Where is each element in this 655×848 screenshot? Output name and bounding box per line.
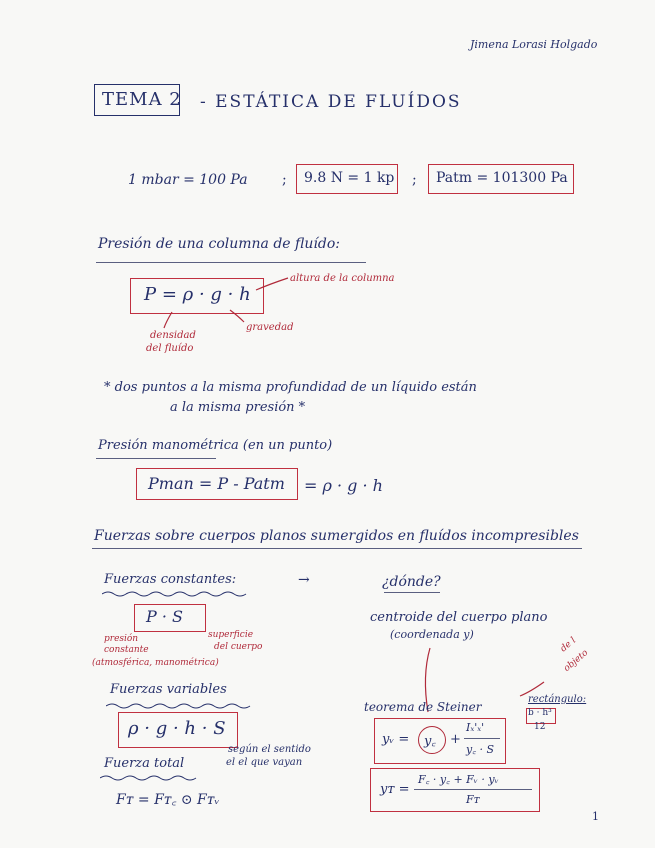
note-line-2: a la misma presión * xyxy=(170,400,306,415)
steiner-num: Iₓ'ₓ' xyxy=(466,721,485,734)
constant-heading: Fuerzas constantes: xyxy=(104,572,237,587)
total-formula: Fᴛ = Fᴛ꜀ ⊙ Fᴛᵥ xyxy=(116,792,220,808)
manometric-rest: = ρ · g · h xyxy=(304,476,383,495)
pressure-const-2: constante xyxy=(104,645,149,655)
total-heading: Fuerza total xyxy=(104,756,185,771)
rectangle-label: rectángulo: xyxy=(528,694,587,705)
steiner-yc: y꜀ xyxy=(424,734,436,749)
final-num: F꜀ · y꜀ + Fᵥ · yᵥ xyxy=(418,773,499,786)
arrow-to-where: → xyxy=(298,572,310,588)
rect-formula-num: b · h³ xyxy=(528,708,552,718)
where-question: ¿dónde? xyxy=(382,574,441,590)
steiner-fraction-bar xyxy=(464,738,500,739)
steiner-plus: + xyxy=(450,732,461,747)
total-note-2: el el que vayan xyxy=(226,757,303,768)
tema-label: TEMA 2 xyxy=(102,89,182,110)
constant-underline-wave xyxy=(102,590,252,598)
of-object-1: de l xyxy=(558,635,579,655)
pressure-const-3: (atmosférica, manométrica) xyxy=(92,658,219,668)
centroid-2: (coordenada y) xyxy=(390,628,474,641)
unit-kp: 9.8 N = 1 kp xyxy=(304,170,395,186)
variable-formula: ρ · g · h · S xyxy=(128,718,226,739)
forces-heading: Fuerzas sobre cuerpos planos sumergidos en fluídos incompresibles xyxy=(94,528,579,544)
centroid-1: centroide del cuerpo plano xyxy=(370,610,548,625)
steiner-den: y꜀ · S xyxy=(466,743,495,756)
unit-mbar: 1 mbar = 100 Pa xyxy=(128,172,248,188)
surface-2: del cuerpo xyxy=(214,642,263,652)
final-fraction-bar xyxy=(414,789,532,790)
unit-patm: Patm = 101300 Pa xyxy=(436,170,568,186)
page-number: 1 xyxy=(592,810,599,823)
manometric-heading: Presión manométrica (en un punto) xyxy=(98,438,333,453)
variable-heading: Fuerzas variables xyxy=(110,682,227,697)
pressure-const-1: presión xyxy=(104,634,139,644)
final-den: Fᴛ xyxy=(466,793,480,806)
rect-formula-den: 12 xyxy=(534,722,546,732)
column-arrows xyxy=(140,270,310,350)
note-line-1: * dos puntos a la misma profundidad de un líquido están xyxy=(104,380,477,395)
total-underline-wave xyxy=(100,774,204,782)
final-lhs: yᴛ = xyxy=(380,782,410,797)
column-heading-underline xyxy=(96,262,366,263)
manometric-formula: Pman = P - Patm xyxy=(148,474,285,493)
manometric-underline xyxy=(96,458,216,459)
where-underline xyxy=(384,592,440,593)
sep-2: ; xyxy=(412,172,417,188)
page-title: - ESTÁTICA DE FLUÍDOS xyxy=(200,92,462,112)
steiner-heading: teorema de Steiner xyxy=(364,700,482,714)
of-object-2: objeto xyxy=(562,648,591,674)
forces-underline xyxy=(92,548,582,549)
note-height: altura de la columna xyxy=(290,273,395,284)
variable-underline-wave xyxy=(106,702,252,710)
note-density-1: densidad xyxy=(150,330,196,341)
steiner-lhs: yᵥ = xyxy=(382,732,410,747)
sep-1: ; xyxy=(282,172,287,188)
column-formula: P = ρ · g · h xyxy=(144,284,251,305)
total-note-1: según el sentido xyxy=(228,744,311,755)
surface-1: superficie xyxy=(208,630,254,640)
note-gravity: gravedad xyxy=(246,322,294,333)
author-name: Jimena Lorasi Holgado xyxy=(470,38,598,51)
note-density-2: del fluído xyxy=(146,343,194,354)
column-heading: Presión de una columna de fluído: xyxy=(98,236,340,252)
constant-formula: P · S xyxy=(146,607,183,626)
